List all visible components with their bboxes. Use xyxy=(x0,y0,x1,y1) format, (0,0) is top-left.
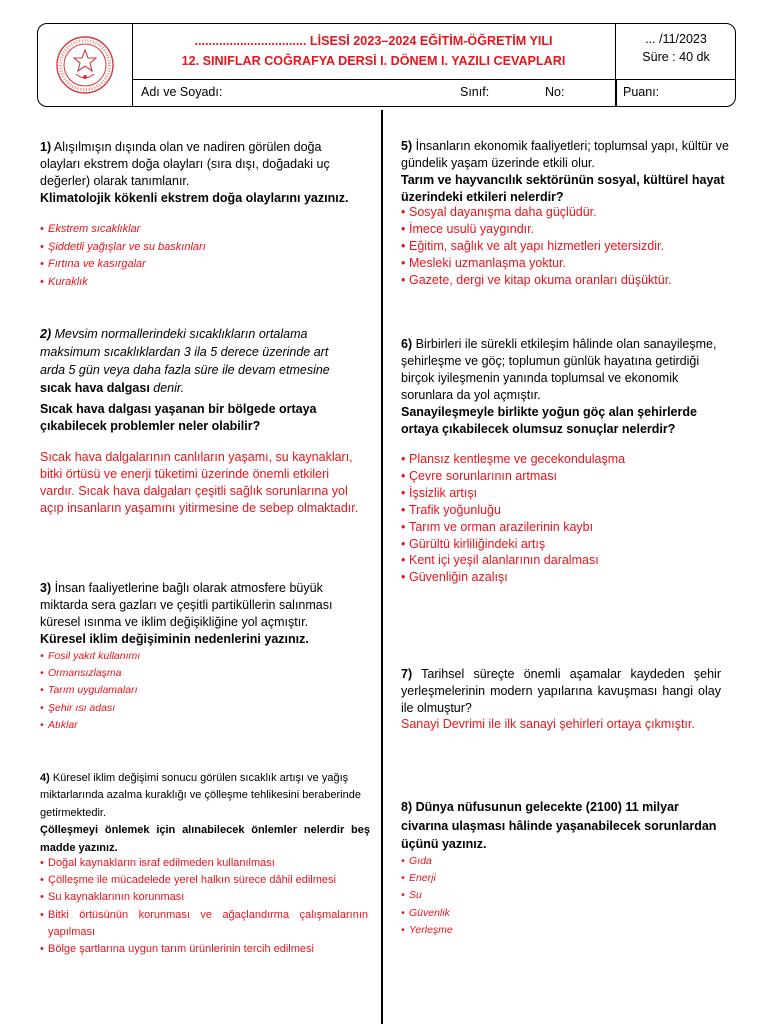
answer-item: • Gıda xyxy=(401,853,721,870)
question-text: Küresel iklim değişimi sonucu görülen sıcaklık artışı ve yağış miktarlarında azalma kuraklığı ve çölleşme tehlikesini beraberinde getirmektedir. xyxy=(40,772,361,819)
exam-header xyxy=(37,23,736,107)
answer-list-8 xyxy=(401,853,721,939)
question-prompt-2: Sıcak hava dalgası yaşanan bir bölgede ortaya çıkabilecek problemler neler olabilir? xyxy=(40,402,317,433)
number-field-label[interactable]: No: xyxy=(545,85,565,99)
question-3 xyxy=(40,580,365,648)
question-number: 3) xyxy=(40,581,52,595)
question-prompt: Klimatolojik kökenli ekstrem doğa olaylarını yazınız. xyxy=(40,191,349,205)
answer-list-5 xyxy=(401,204,731,289)
question-4 xyxy=(40,770,370,857)
answer-item: • İşsizlik artışı xyxy=(401,485,731,502)
title-cell xyxy=(132,24,615,80)
answer-item: • Tarım ve orman arazilerinin kaybı xyxy=(401,519,731,536)
question-text: İnsan faaliyetlerine bağlı olarak atmosfere büyük miktarda sera gazları ve çeşitli partiküllerin salınması küresel ısınma ve iklim değişikliğine yol açmıştır. xyxy=(40,581,333,629)
answer-item: • Çevre sorunlarının artması xyxy=(401,468,731,485)
question-text: Birbirleri ile sürekli etkileşim hâlinde olan sanayileşme, şehirleşme ve göç; toplumun günlük hayatına getirdiği birçok iyileşmenin yanında toplumsal ve ekonomik sorunlara da yol açmıştır. xyxy=(401,337,717,402)
answer-text-7: Sanayi Devrimi ile ilk sanayi şehirleri ortaya çıkmıştır. xyxy=(401,717,695,731)
exam-duration: Süre : 40 dk xyxy=(642,50,710,64)
question-7 xyxy=(401,666,721,717)
column-divider xyxy=(381,110,383,1024)
answer-item: • Enerji xyxy=(401,870,721,887)
question-text-end: denir. xyxy=(149,381,185,395)
answer-item: • Gazete, dergi ve kitap okuma oranları düşüktür. xyxy=(401,272,731,289)
question-text: Alışılmışın dışında olan ve nadiren görülen doğa olayları ekstrem doğa olayları (sıra dışı, doğadaki uç değerler) olarak tanımlanır. xyxy=(40,140,330,188)
answer-item: • Su xyxy=(401,887,721,904)
school-year-title: ................................ LİSESİ 2023–2024 EĞİTİM-ÖĞRETİM YILI xyxy=(194,34,553,48)
answer-list-4 xyxy=(40,855,368,958)
question-number: 2) xyxy=(40,327,52,341)
answer-item: • Kent içi yeşil alanlarının daralması xyxy=(401,552,731,569)
question-text: İnsanların ekonomik faaliyetleri; toplumsal yapı, kültür ve gündelik yaşam üzerinde etkili olur. xyxy=(401,139,729,170)
exam-date: ... /11/2023 xyxy=(645,32,707,46)
answer-item: • Trafik yoğunluğu xyxy=(401,502,731,519)
question-number: 4) xyxy=(40,772,50,784)
answer-list-6 xyxy=(401,451,731,586)
question-5 xyxy=(401,138,731,206)
question-number: 5) xyxy=(401,139,413,153)
answer-item: • Güvenlik xyxy=(401,905,721,922)
answer-item: • Ormansızlaşma xyxy=(40,665,365,682)
date-duration-cell xyxy=(615,24,736,80)
question-prompt: Dünya nüfusunun gelecekte (2100) 11 milyar civarına ulaşması hâlinde yaşanabilecek sorunlardan üçünü yazınız. xyxy=(401,800,717,851)
answer-item: • Atıklar xyxy=(40,717,365,734)
question-prompt: Sanayileşmeyle birlikte yoğun göç alan şehirlerde ortaya çıkabilecek olumsuz sonuçlar nelerdir? xyxy=(401,405,697,436)
answer-list-1 xyxy=(40,221,365,291)
exam-title: 12. SINIFLAR COĞRAFYA DERSİ I. DÖNEM I. YAZILI CEVAPLARI xyxy=(181,54,566,68)
question-prompt: Tarım ve hayvancılık sektörünün sosyal, kültürel hayat üzerindeki etkileri nelerdir? xyxy=(401,173,725,204)
answer-item: • Plansız kentleşme ve gecekondulaşma xyxy=(401,451,731,468)
question-text: Tarihsel süreçte önemli aşamalar kaydeden şehir yerleşmelerinin modern yapılarına kavuşması hangi olay ile olmuştur? xyxy=(401,667,722,715)
answer-item: • Fosil yakıt kullanımı xyxy=(40,648,365,665)
answer-item: • Kuraklık xyxy=(40,274,365,292)
question-number: 8) xyxy=(401,800,413,814)
question-prompt: Küresel iklim değişiminin nedenlerini yazınız. xyxy=(40,632,309,646)
answer-item: • Yerleşme xyxy=(401,922,721,939)
question-number: 7) xyxy=(401,667,413,681)
question-number: 6) xyxy=(401,337,413,351)
answer-item: • Ekstrem sıcaklıklar xyxy=(40,221,365,239)
answer-text-2: Sıcak hava dalgalarının canlıların yaşamı, su kaynakları, bitki örtüsü ve enerji tüketimi üzerinde önemli etkileri vardır. Sıcak hava dalgaları çeşitli sağlık sorunlarına yol açıp insanların yaşamını yitirmesine de sebep olmaktadır. xyxy=(40,450,359,515)
answer-item: • Sosyal dayanışma daha güçlüdür. xyxy=(401,204,731,221)
question-1 xyxy=(40,139,365,207)
answer-item: • Doğal kaynakların israf edilmeden kullanılması xyxy=(40,855,368,872)
name-field-label[interactable]: Adı ve Soyadı: xyxy=(141,85,223,99)
question-6 xyxy=(401,336,731,438)
logo-cell xyxy=(38,24,133,106)
answer-item: • Fırtına ve kasırgalar xyxy=(40,256,365,274)
question-2 xyxy=(40,325,340,397)
question-8 xyxy=(401,798,721,854)
answer-item: • Eğitim, sağlık ve alt yapı hizmetleri yetersizdir. xyxy=(401,238,731,255)
score-divider xyxy=(615,79,617,106)
question-text: Mevsim normallerindeki sıcaklıkların ortalama maksimum sıcaklıklardan 3 ila 5 derece üzerinde art arda 5 gün veya daha fazla süre ile devam etmesine xyxy=(40,327,330,377)
question-number: 1) xyxy=(40,140,52,154)
student-info-row xyxy=(132,79,735,106)
answer-item: • Şehir ısı adası xyxy=(40,700,365,717)
answer-item: • Şiddetli yağışlar ve su baskınları xyxy=(40,239,365,257)
highlighted-term: sıcak hava dalgası xyxy=(40,381,150,395)
answer-item: • İmece usulü yaygındır. xyxy=(401,221,731,238)
answer-item: • Mesleki uzmanlaşma yoktur. xyxy=(401,255,731,272)
score-field-label[interactable]: Puanı: xyxy=(623,85,660,99)
answer-item: • Su kaynaklarının korunması xyxy=(40,889,368,906)
answer-item: • Güvenliğin azalışı xyxy=(401,569,731,586)
answer-item: • Bölge şartlarına uygun tarım ürünlerinin tercih edilmesi xyxy=(40,941,368,958)
answer-list-3 xyxy=(40,648,365,734)
question-prompt: Çölleşmeyi önlemek için alınabilecek önlemler nelerdir beş madde yazınız. xyxy=(40,824,370,854)
answer-item: • Tarım uygulamaları xyxy=(40,682,365,699)
answer-item: • Çölleşme ile mücadelede yerel halkın sürece dâhil edilmesi xyxy=(40,872,368,889)
meb-seal-icon xyxy=(52,34,118,96)
answer-item: • Bitki örtüsünün korunması ve ağaçlandırma çalışmalarının yapılması xyxy=(40,907,368,941)
answer-item: • Gürültü kirliliğindeki artış xyxy=(401,536,731,553)
class-field-label[interactable]: Sınıf: xyxy=(460,85,490,99)
